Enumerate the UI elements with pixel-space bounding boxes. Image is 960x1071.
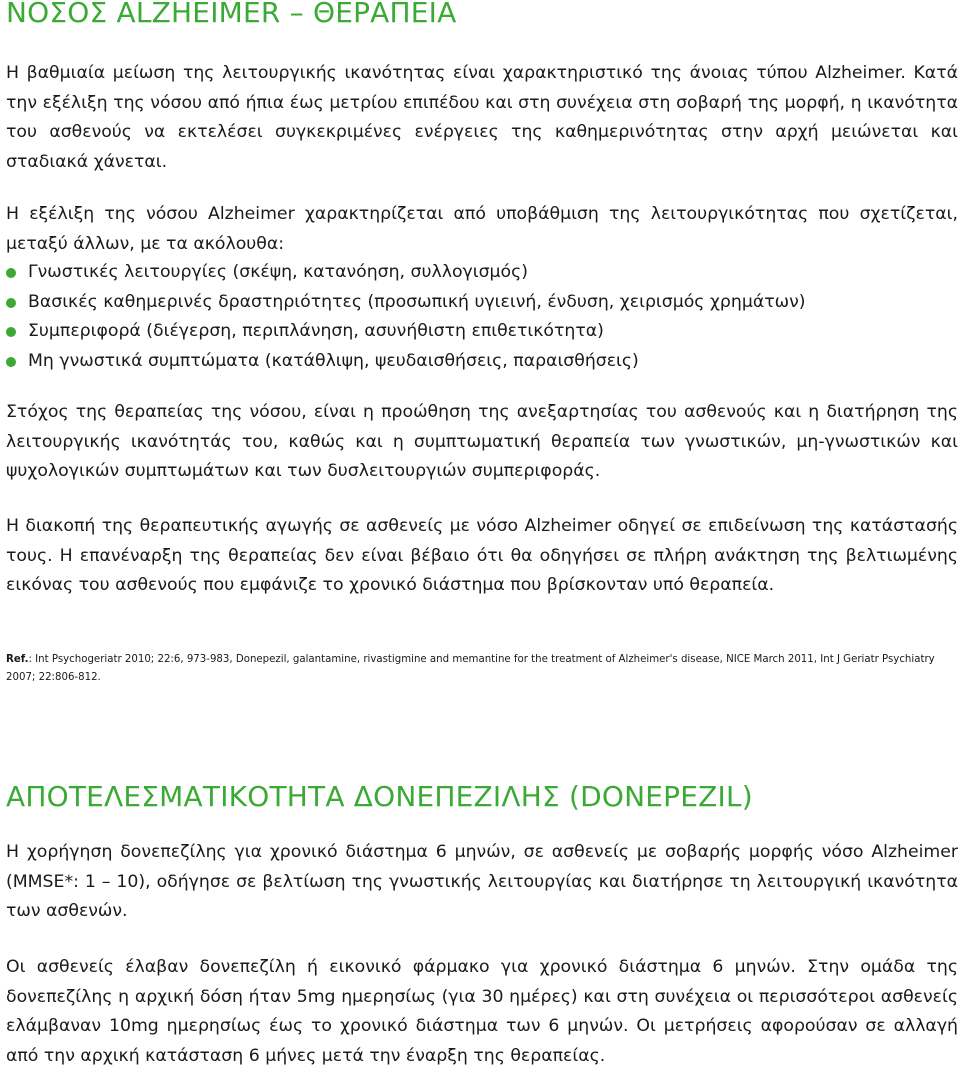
discontinuation-paragraph: Η διακοπή της θεραπευτικής αγωγής σε ασθενείς με νόσο Alzheimer οδηγεί σε επιδείνωση της κατάστασής τους. Η επανέναρξη της θεραπείας δεν είναι βέβαιο ότι θα οδηγήσει σε πλήρη ανάκτηση της βελτιωμένης εικόνας του ασθενούς που εμφάνιζε το χρονικό διάστημα που βρίσκονταν υπό θεραπεία. <box>6 516 958 595</box>
list-item <box>6 347 805 377</box>
therapy-goal-paragraph: Στόχος της θεραπείας της νόσου, είναι η προώθηση της ανεξαρτησίας του ασθενούς και η διατήρηση της λειτουργικής ικανότητάς του, καθώς και η συμπτωματική θεραπεία των γνωστικών, μη-γνωστικών και ψυχολογικών συμπτωμάτων και των δυσλειτουργιών συμπεριφοράς. <box>6 402 958 481</box>
section-title-alzheimer-therapy: ΝΟΣΟΣ ALZHEIMER – ΘΕΡΑΠΕΙΑ <box>6 0 457 29</box>
list-item-text: Μη γνωστικά συμπτώματα (κατάθλιψη, ψευδαισθήσεις, παραισθήσεις) <box>28 350 639 371</box>
dosage-paragraph: Οι ασθενείς έλαβαν δονεπεζίλη ή εικονικό φάρμακο για χρονικό διάστημα 6 μηνών. Στην ομάδα της δονεπεζίλης η αρχική δόση ήταν 5mg ημερησίως (για 30 ημέρες) και στη συνέχεια οι περισσότεροι ασθενείς ελάμβαναν 10mg ημερησίως έως το χρονικό διάστημα των 6 μηνών. Οι μετρήσεις αφορούσαν σε αλλαγή από την αρχική κατάσταση 6 μήνες μετά την έναρξη της θεραπείας. <box>6 957 958 1066</box>
efficacy-paragraph: Η χορήγηση δονεπεζίλης για χρονικό διάστημα 6 μηνών, σε ασθενείς με σοβαρής μορφής νόσο Alzheimer (MMSE*: 1 – 10), οδήγησε σε βελτίωση της γνωστικής λειτουργίας και διατήρησε τη λειτουργική ικανότητα των ασθενών. <box>6 842 958 921</box>
list-item <box>6 258 805 288</box>
bullet-icon <box>6 268 16 278</box>
list-item-text: Συμπεριφορά (διέγερση, περιπλάνηση, ασυνήθιστη επιθετικότητα) <box>28 321 604 341</box>
intro-paragraph: Η βαθμιαία μείωση της λειτουργικής ικανότητας είναι χαρακτηριστικό της άνοιας τύπου Alzheimer. Κατά την εξέλιξη της νόσου από ήπια έως μετρίου επιπέδου και στη συνέχεια στη σοβαρή της μορφή, η ικανότητα του ασθενούς να εκτελέσει συγκεκριμένες ενέργειες της καθημερινότητας στην αρχή μειώνεται και σταδιακά χάνεται. <box>6 63 958 172</box>
symptom-list <box>6 258 805 376</box>
list-item-text: Γνωστικές λειτουργίες (σκέψη, κατανόηση, συλλογισμός) <box>28 262 528 282</box>
list-item-text: Βασικές καθημερινές δραστηριότητες (προσωπική υγιεινή, ένδυση, χειρισμός χρημάτων) <box>28 291 806 312</box>
references-label: Ref. <box>6 654 29 665</box>
section-title-donepezil-efficacy: ΑΠΟΤΕΛΕΣΜΑΤΙΚΟΤΗΤΑ ΔΟΝΕΠΕΖΙΛΗΣ (DONEPEZIL) <box>6 780 753 813</box>
references <box>6 651 958 687</box>
progression-paragraph: Η εξέλιξη της νόσου Alzheimer χαρακτηρίζεται από υποβάθμιση της λειτουργικότητας που σχετίζεται, μεταξύ άλλων, με τα ακόλουθα: <box>6 204 958 254</box>
bullet-icon <box>6 298 16 308</box>
list-item <box>6 317 805 347</box>
bullet-icon <box>6 327 16 337</box>
list-item <box>6 288 805 318</box>
bullet-icon <box>6 357 16 367</box>
references-text: : Int Psychogeriatr 2010; 22:6, 973-983, Donepezil, galantamine, rivastigmine and memantine for the treatment of Alzheimer's disease, NICE March 2011, Int J Geriatr Psychiatry 2007; 22:806-812. <box>6 654 935 683</box>
